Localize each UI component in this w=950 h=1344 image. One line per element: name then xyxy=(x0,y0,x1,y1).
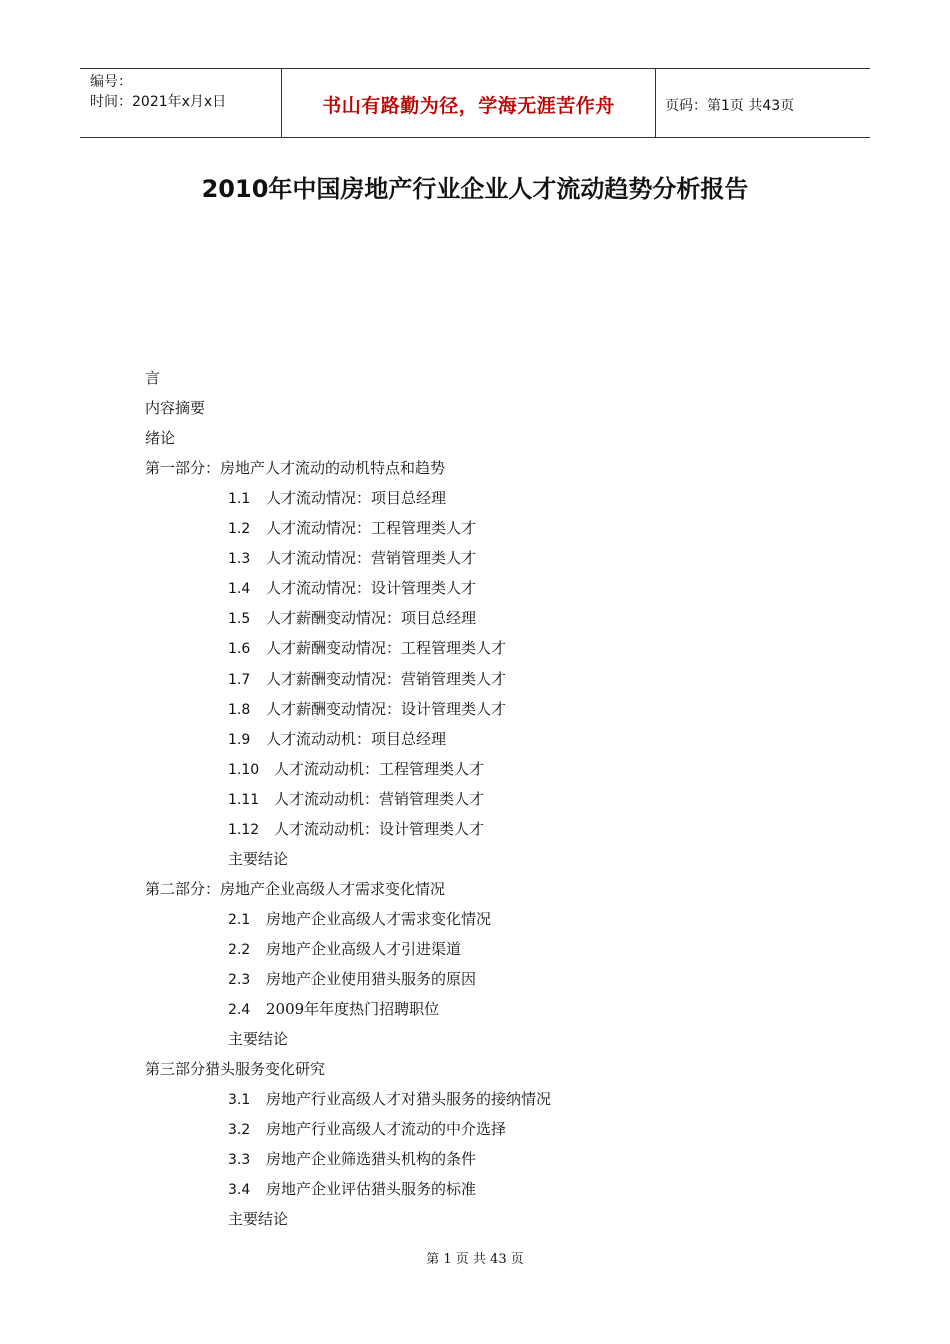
toc-item xyxy=(228,607,476,628)
toc-item xyxy=(228,818,484,839)
toc-item xyxy=(228,938,461,959)
toc-item-number: 1.6 xyxy=(228,641,251,657)
toc-item-number: 3.4 xyxy=(228,1182,251,1198)
toc-item xyxy=(145,1058,325,1079)
toc-item-text: 人才流动动机：设计管理类人才 xyxy=(274,820,485,838)
toc-item xyxy=(228,668,506,689)
motto: 书山有路勤为径，学海无涯苦作舟 xyxy=(322,95,615,117)
toc-item-text: 2009年年度热门招聘职位 xyxy=(266,1000,440,1018)
toc-item xyxy=(145,367,160,388)
toc-item xyxy=(145,457,445,478)
toc-item xyxy=(228,547,476,568)
toc-item-text: 房地产企业高级人才需求变化情况 xyxy=(266,910,492,928)
toc-item-number: 3.2 xyxy=(228,1122,251,1138)
toc-item xyxy=(145,397,205,418)
toc-item xyxy=(228,788,484,809)
toc-item-text: 第二部分：房地产企业高级人才需求变化情况 xyxy=(145,880,446,898)
toc-item-text: 人才流动情况：营销管理类人才 xyxy=(266,549,477,567)
toc-item-number: 1.12 xyxy=(228,822,260,838)
toc-item xyxy=(228,998,439,1019)
toc-item-number: 1.5 xyxy=(228,611,251,627)
toc-item-text: 第一部分：房地产人才流动的动机特点和趋势 xyxy=(145,459,446,477)
number-label: 编号： xyxy=(90,74,132,90)
toc-item-text: 内容摘要 xyxy=(145,399,206,417)
page-footer: 第 1 页 共 43 页 xyxy=(426,1252,524,1267)
toc-item xyxy=(228,908,491,929)
toc-item xyxy=(228,848,288,869)
toc-item-text: 人才薪酬变动情况：工程管理类人才 xyxy=(266,639,507,657)
toc-item-text: 房地产企业筛选猎头机构的条件 xyxy=(266,1150,477,1168)
toc-item-text: 第三部分猎头服务变化研究 xyxy=(145,1060,326,1078)
toc-item-number: 1.3 xyxy=(228,551,251,567)
toc-item xyxy=(145,427,175,448)
toc-item xyxy=(228,487,446,508)
toc-item-text: 房地产企业使用猎头服务的原因 xyxy=(266,970,477,988)
time-label: 时间：2021年x月x日 xyxy=(90,94,227,110)
toc-item-number: 1.11 xyxy=(228,792,260,808)
toc-item xyxy=(228,968,476,989)
toc-item-text: 人才流动动机：工程管理类人才 xyxy=(274,760,485,778)
page-label: 页码：第1页 共43页 xyxy=(665,98,795,114)
toc-item xyxy=(228,698,506,719)
toc-item-text: 人才流动动机：项目总经理 xyxy=(266,730,447,748)
toc-item-text: 房地产企业评估猎头服务的标准 xyxy=(266,1180,477,1198)
toc-item-number: 2.2 xyxy=(228,942,251,958)
toc-item-number: 1.1 xyxy=(228,491,251,507)
toc-item-text: 言 xyxy=(145,369,161,387)
toc-item-text: 绪论 xyxy=(145,429,176,447)
toc-item-text: 人才薪酬变动情况：设计管理类人才 xyxy=(266,700,507,718)
toc-item-number: 1.8 xyxy=(228,702,251,718)
toc-item xyxy=(228,517,476,538)
toc-item-text: 人才薪酬变动情况：营销管理类人才 xyxy=(266,670,507,688)
header-table xyxy=(80,68,870,138)
toc-item-text: 人才流动情况：项目总经理 xyxy=(266,489,447,507)
toc-item-text: 主要结论 xyxy=(228,850,289,868)
toc-item-text: 房地产行业高级人才流动的中介选择 xyxy=(266,1120,507,1138)
toc-item-number: 1.7 xyxy=(228,672,251,688)
header-page-cell xyxy=(655,69,870,137)
toc-item-text: 人才流动动机：营销管理类人才 xyxy=(274,790,485,808)
toc-item-number: 1.9 xyxy=(228,732,251,748)
toc-item-number: 1.2 xyxy=(228,521,251,537)
toc-item xyxy=(228,1118,506,1139)
toc-item-text: 主要结论 xyxy=(228,1030,289,1048)
toc-item-text: 主要结论 xyxy=(228,1210,289,1228)
toc-item-text: 房地产行业高级人才对猎头服务的接纳情况 xyxy=(266,1090,552,1108)
toc-item-text: 房地产企业高级人才引进渠道 xyxy=(266,940,462,958)
toc-item xyxy=(228,1208,288,1229)
toc-item-text: 人才流动情况：工程管理类人才 xyxy=(266,519,477,537)
toc-item xyxy=(228,577,476,598)
toc-item-number: 2.4 xyxy=(228,1002,251,1018)
document-title: 2010年中国房地产行业企业人才流动趋势分析报告 xyxy=(201,175,749,203)
toc-item xyxy=(228,1028,288,1049)
toc-item-number: 3.3 xyxy=(228,1152,251,1168)
toc-item-number: 3.1 xyxy=(228,1092,251,1108)
toc-item xyxy=(228,1178,476,1199)
header-info-cell xyxy=(80,69,281,137)
toc-item xyxy=(145,878,445,899)
toc-item xyxy=(228,1088,551,1109)
toc-item xyxy=(228,637,506,658)
toc-item-number: 2.1 xyxy=(228,912,251,928)
toc-item-text: 人才流动情况：设计管理类人才 xyxy=(266,579,477,597)
toc-item-number: 2.3 xyxy=(228,972,251,988)
toc-item-text: 人才薪酬变动情况：项目总经理 xyxy=(266,609,477,627)
toc-item xyxy=(228,758,484,779)
toc-item xyxy=(228,1148,476,1169)
toc-item-number: 1.10 xyxy=(228,762,260,778)
toc-item-number: 1.4 xyxy=(228,581,251,597)
toc-item xyxy=(228,728,446,749)
header-motto-cell xyxy=(281,69,656,137)
